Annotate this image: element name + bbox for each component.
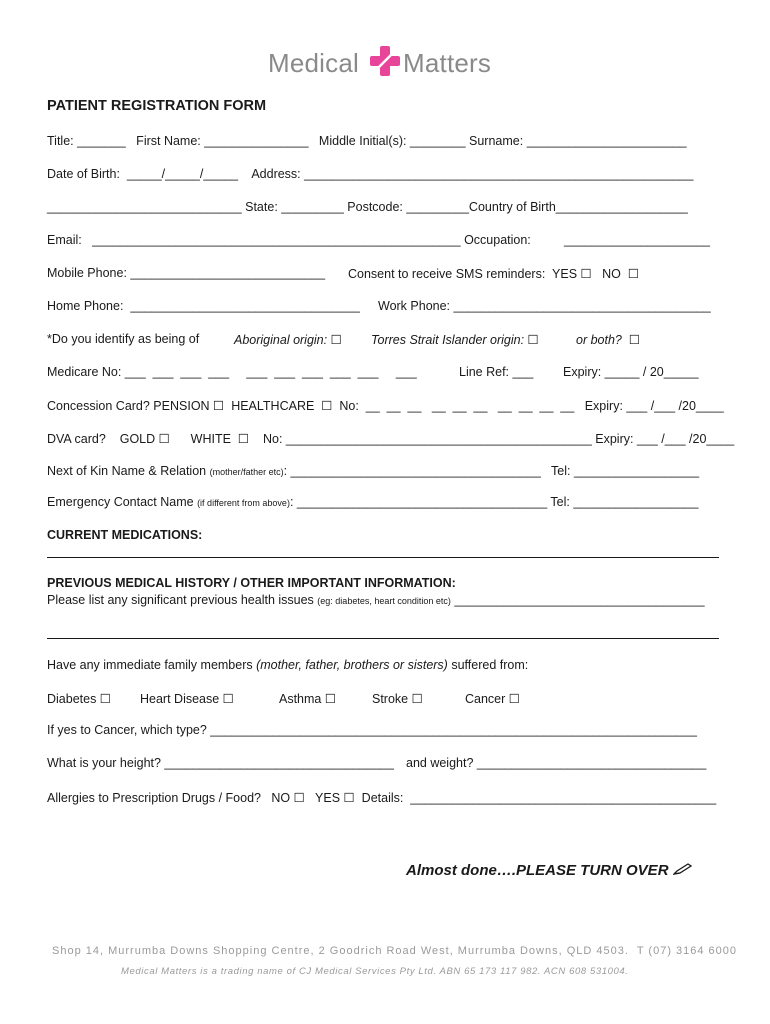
dob-address-row[interactable]: Date of Birth: _____/_____/_____ Address: ________________________________________________________ bbox=[47, 167, 694, 181]
form-title: PATIENT REGISTRATION FORM bbox=[47, 98, 267, 114]
next-of-kin-fields[interactable]: : ____________________________________ Tel: __________________ bbox=[283, 464, 700, 478]
stroke-checkbox[interactable]: Stroke ☐ bbox=[372, 692, 423, 706]
height-field[interactable]: What is your height? _________________________________ bbox=[47, 756, 394, 770]
pencil-icon bbox=[673, 862, 693, 876]
name-row[interactable]: Title: _______ First Name: _______________ Middle Initial(s): ________ Surname: _______________________ bbox=[47, 134, 687, 148]
address-continuation-row[interactable]: ____________________________ State: _________ Postcode: _________Country of Birth___________________ bbox=[47, 200, 688, 214]
aboriginal-checkbox[interactable]: Aboriginal origin: ☐ bbox=[234, 333, 342, 347]
emergency-contact-label: Emergency Contact Name bbox=[47, 495, 198, 509]
medical-history-line[interactable] bbox=[47, 638, 719, 639]
asthma-checkbox[interactable]: Asthma ☐ bbox=[279, 692, 337, 706]
indigenous-question: *Do you identify as being of bbox=[47, 332, 200, 346]
mobile-phone-field[interactable]: Mobile Phone: ____________________________ bbox=[47, 266, 326, 280]
medical-cross-icon bbox=[370, 46, 400, 76]
logo-text-left: Medical bbox=[268, 48, 359, 78]
allergies-row[interactable]: Allergies to Prescription Drugs / Food? NO ☐ YES ☐ Details: ____________________________________________ bbox=[47, 791, 717, 805]
concession-card-row[interactable]: Concession Card? PENSION ☐ HEALTHCARE ☐ No: __ __ __ __ __ __ __ __ __ __ Expiry: ___ /___ /20____ bbox=[47, 399, 724, 413]
torres-strait-checkbox[interactable]: Torres Strait Islander origin: ☐ bbox=[371, 333, 539, 347]
dva-card-row[interactable]: DVA card? GOLD ☐ WHITE ☐ No: ____________________________________________ Expiry: ___ /___ /20____ bbox=[47, 432, 735, 446]
medicare-line-ref-field[interactable]: Line Ref: ___ bbox=[459, 365, 534, 379]
current-medications-heading: CURRENT MEDICATIONS: bbox=[47, 528, 203, 542]
occupation-field[interactable]: _____________________ bbox=[564, 233, 710, 247]
medical-history-heading: PREVIOUS MEDICAL HISTORY / OTHER IMPORTANT INFORMATION: bbox=[47, 576, 456, 590]
turn-over-note: Almost done….PLEASE TURN OVER bbox=[406, 862, 693, 879]
emergency-contact-note: (if different from above) bbox=[197, 498, 290, 508]
work-phone-field[interactable]: Work Phone: _____________________________________ bbox=[378, 299, 711, 313]
weight-field[interactable]: and weight? _________________________________ bbox=[406, 756, 707, 770]
logo-text-right: Matters bbox=[403, 48, 492, 78]
email-occupation-row[interactable]: Email: _____________________________________________________ Occupation: bbox=[47, 233, 531, 247]
cancer-checkbox[interactable]: Cancer ☐ bbox=[465, 692, 520, 706]
footer-address: Shop 14, Murrumba Downs Shopping Centre, 2 Goodrich Road West, Murrumba Downs, QLD 4503. T (07) 3164 6000 bbox=[52, 945, 738, 957]
next-of-kin-label: Next of Kin Name & Relation bbox=[47, 464, 210, 478]
heart-disease-checkbox[interactable]: Heart Disease ☐ bbox=[140, 692, 234, 706]
both-checkbox[interactable]: or both? ☐ bbox=[576, 333, 641, 347]
family-history-question: Have any immediate family members (mother, father, brothers or sisters) suffered from: bbox=[47, 658, 529, 672]
diabetes-checkbox[interactable]: Diabetes ☐ bbox=[47, 692, 112, 706]
sms-consent-checkboxes[interactable]: Consent to receive SMS reminders: YES ☐ NO ☐ bbox=[348, 267, 640, 281]
home-phone-field[interactable]: Home Phone: _________________________________ bbox=[47, 299, 360, 313]
next-of-kin-row[interactable] bbox=[47, 464, 699, 478]
current-medications-line[interactable] bbox=[47, 557, 719, 558]
medicare-expiry-field[interactable]: Expiry: _____ / 20_____ bbox=[563, 365, 699, 379]
medicare-number-field[interactable]: Medicare No: ___ ___ ___ ___ ___ ___ ___ ___ ___ ___ bbox=[47, 365, 417, 379]
next-of-kin-note: (mother/father etc) bbox=[209, 467, 284, 477]
emergency-contact-row[interactable] bbox=[47, 495, 698, 509]
footer-legal: Medical Matters is a trading name of CJ Medical Services Pty Ltd. ABN 65 173 117 982. ACN 608 531004. bbox=[121, 966, 629, 977]
cancer-type-field[interactable]: If yes to Cancer, which type? ______________________________________________________________________ bbox=[47, 723, 697, 737]
medical-history-prompt[interactable]: Please list any significant previous health issues (eg: diabetes, heart condition etc) ____________________________________ bbox=[47, 593, 705, 607]
emergency-contact-fields[interactable]: : ____________________________________ Tel: __________________ bbox=[289, 495, 699, 509]
